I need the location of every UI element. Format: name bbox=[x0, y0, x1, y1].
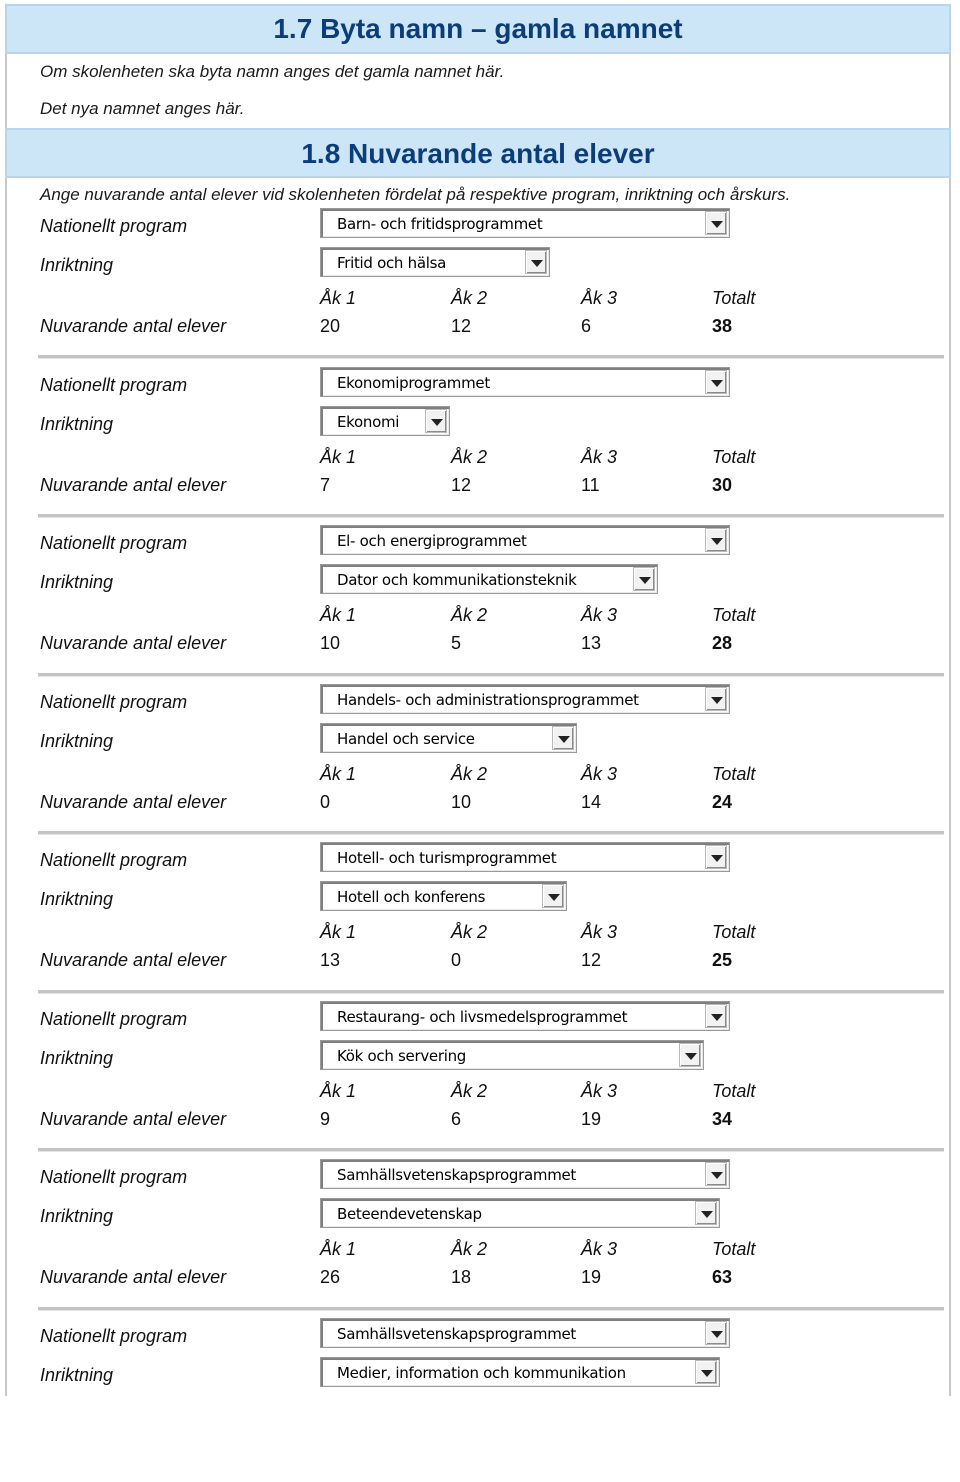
program-select[interactable] bbox=[320, 842, 730, 872]
value-ak1: 7 bbox=[320, 475, 331, 495]
value-ak3: 13 bbox=[581, 633, 602, 653]
inriktning-label: Inriktning bbox=[40, 1365, 114, 1385]
program-select-value: Handels- och administrationsprogrammet bbox=[337, 691, 639, 709]
section-header-1-7 bbox=[5, 4, 951, 54]
column-header-ak1: Åk 1 bbox=[320, 1081, 357, 1101]
chevron-down-icon[interactable] bbox=[633, 567, 655, 591]
inriktning-select-value: Beteendevetenskap bbox=[337, 1205, 482, 1223]
inriktning-select[interactable] bbox=[320, 1040, 704, 1070]
value-ak2: 0 bbox=[451, 950, 462, 970]
program-block bbox=[0, 529, 960, 689]
inriktning-label: Inriktning bbox=[40, 1206, 114, 1226]
program-select[interactable] bbox=[320, 1159, 730, 1189]
inriktning-select[interactable] bbox=[320, 406, 450, 436]
column-header-ak2: Åk 2 bbox=[451, 922, 488, 942]
current-students-label: Nuvarande antal elever bbox=[40, 950, 227, 970]
chevron-down-icon[interactable] bbox=[705, 1162, 727, 1186]
column-header-ak3: Åk 3 bbox=[581, 1081, 618, 1101]
value-ak2: 18 bbox=[451, 1267, 472, 1287]
column-header-total: Totalt bbox=[712, 1081, 756, 1101]
program-label: Nationellt program bbox=[40, 1326, 188, 1346]
block-separator bbox=[38, 355, 944, 359]
inriktning-select[interactable] bbox=[320, 1357, 720, 1387]
chevron-down-icon[interactable] bbox=[705, 211, 727, 235]
inriktning-select[interactable] bbox=[320, 247, 550, 277]
column-header-ak1: Åk 1 bbox=[320, 1239, 357, 1259]
value-ak3: 14 bbox=[581, 792, 602, 812]
program-select[interactable] bbox=[320, 525, 730, 555]
value-ak2: 5 bbox=[451, 633, 462, 653]
inriktning-label: Inriktning bbox=[40, 255, 114, 275]
value-ak3: 11 bbox=[581, 475, 600, 495]
current-students-label: Nuvarande antal elever bbox=[40, 1267, 227, 1287]
current-students-label: Nuvarande antal elever bbox=[40, 475, 227, 495]
program-label: Nationellt program bbox=[40, 850, 188, 870]
program-select[interactable] bbox=[320, 684, 730, 714]
current-students-label: Nuvarande antal elever bbox=[40, 792, 227, 812]
chevron-down-icon[interactable] bbox=[705, 370, 727, 394]
inriktning-label: Inriktning bbox=[40, 731, 114, 751]
value-ak3: 19 bbox=[581, 1109, 602, 1129]
program-select-value: Restaurang- och livsmedelsprogrammet bbox=[337, 1008, 628, 1026]
value-ak2: 6 bbox=[451, 1109, 462, 1129]
chevron-down-icon[interactable] bbox=[679, 1043, 701, 1067]
column-header-ak2: Åk 2 bbox=[451, 1081, 488, 1101]
column-header-ak3: Åk 3 bbox=[581, 605, 618, 625]
program-label: Nationellt program bbox=[40, 1167, 188, 1187]
block-separator bbox=[38, 673, 944, 677]
chevron-down-icon[interactable] bbox=[705, 1004, 727, 1028]
column-header-ak3: Åk 3 bbox=[581, 288, 618, 308]
value-total: 25 bbox=[712, 950, 733, 970]
column-header-total: Totalt bbox=[712, 764, 756, 784]
inriktning-label: Inriktning bbox=[40, 889, 114, 909]
value-ak1: 9 bbox=[320, 1109, 331, 1129]
section-intro: Ange nuvarande antal elever vid skolenheten fördelat på respektive program, inriktning och årskurs. bbox=[40, 185, 791, 204]
section-title-1-7: 1.7 Byta namn – gamla namnet bbox=[273, 13, 683, 44]
column-header-ak2: Åk 2 bbox=[451, 605, 488, 625]
inriktning-label: Inriktning bbox=[40, 572, 114, 592]
value-ak1: 20 bbox=[320, 316, 341, 336]
inriktning-select-value: Fritid och hälsa bbox=[337, 254, 446, 272]
column-header-ak2: Åk 2 bbox=[451, 1239, 488, 1259]
chevron-down-icon[interactable] bbox=[705, 845, 727, 869]
block-separator bbox=[38, 990, 944, 994]
current-students-label: Nuvarande antal elever bbox=[40, 633, 227, 653]
program-label: Nationellt program bbox=[40, 1009, 188, 1029]
program-select[interactable] bbox=[320, 1001, 730, 1031]
inriktning-label: Inriktning bbox=[40, 1048, 114, 1068]
column-header-total: Totalt bbox=[712, 1239, 756, 1259]
program-select-value: Samhällsvetenskapsprogrammet bbox=[337, 1166, 577, 1184]
chevron-down-icon[interactable] bbox=[542, 884, 564, 908]
column-header-ak1: Åk 1 bbox=[320, 922, 357, 942]
column-header-ak1: Åk 1 bbox=[320, 605, 357, 625]
column-header-ak2: Åk 2 bbox=[451, 447, 488, 467]
section-title-1-8: 1.8 Nuvarande antal elever bbox=[301, 138, 655, 169]
chevron-down-icon[interactable] bbox=[552, 726, 574, 750]
column-header-total: Totalt bbox=[712, 288, 756, 308]
old-name-note: Om skolenheten ska byta namn anges det gamla namnet här. bbox=[40, 62, 505, 81]
value-ak2: 10 bbox=[451, 792, 472, 812]
value-total: 38 bbox=[712, 316, 733, 336]
new-name-note: Det nya namnet anges här. bbox=[40, 99, 245, 118]
inriktning-select[interactable] bbox=[320, 1198, 720, 1228]
column-header-ak1: Åk 1 bbox=[320, 288, 357, 308]
inriktning-select-value: Hotell och konferens bbox=[337, 888, 486, 906]
value-ak1: 0 bbox=[320, 792, 331, 812]
block-separator bbox=[38, 1148, 944, 1152]
section-header-1-8 bbox=[5, 128, 951, 178]
program-label: Nationellt program bbox=[40, 216, 188, 236]
column-header-ak2: Åk 2 bbox=[451, 764, 488, 784]
program-label: Nationellt program bbox=[40, 692, 188, 712]
program-select-value: Barn- och fritidsprogrammet bbox=[337, 215, 543, 233]
inriktning-select[interactable] bbox=[320, 881, 567, 911]
inriktning-select[interactable] bbox=[320, 723, 577, 753]
column-header-total: Totalt bbox=[712, 605, 756, 625]
inriktning-select-value: Ekonomi bbox=[337, 413, 400, 431]
value-ak3: 12 bbox=[581, 950, 602, 970]
chevron-down-icon[interactable] bbox=[425, 409, 447, 433]
program-block bbox=[0, 688, 960, 848]
value-total: 63 bbox=[712, 1267, 733, 1287]
program-select[interactable] bbox=[320, 367, 730, 397]
value-ak2: 12 bbox=[451, 316, 472, 336]
block-separator bbox=[38, 514, 944, 518]
column-header-total: Totalt bbox=[712, 447, 756, 467]
value-total: 24 bbox=[712, 792, 733, 812]
column-header-total: Totalt bbox=[712, 922, 756, 942]
column-header-ak1: Åk 1 bbox=[320, 447, 357, 467]
chevron-down-icon[interactable] bbox=[695, 1201, 717, 1225]
value-total: 28 bbox=[712, 633, 733, 653]
chevron-down-icon[interactable] bbox=[705, 528, 727, 552]
inriktning-select-value: Medier, information och kommunikation bbox=[337, 1364, 626, 1382]
value-ak3: 19 bbox=[581, 1267, 602, 1287]
inriktning-select-value: Handel och service bbox=[337, 730, 475, 748]
value-ak1: 13 bbox=[320, 950, 341, 970]
current-students-label: Nuvarande antal elever bbox=[40, 1109, 227, 1129]
chevron-down-icon[interactable] bbox=[705, 1321, 727, 1345]
inriktning-select[interactable] bbox=[320, 564, 658, 594]
block-separator bbox=[38, 1307, 944, 1311]
value-total: 30 bbox=[712, 475, 733, 495]
program-select[interactable] bbox=[320, 208, 730, 238]
value-ak3: 6 bbox=[581, 316, 592, 336]
column-header-ak3: Åk 3 bbox=[581, 1239, 618, 1259]
program-block bbox=[0, 1322, 960, 1482]
program-select-value: Samhällsvetenskapsprogrammet bbox=[337, 1325, 577, 1343]
program-block bbox=[0, 1005, 960, 1165]
inriktning-select-value: Dator och kommunikationsteknik bbox=[337, 571, 577, 589]
column-header-ak3: Åk 3 bbox=[581, 922, 618, 942]
program-select[interactable] bbox=[320, 1318, 730, 1348]
program-label: Nationellt program bbox=[40, 533, 188, 553]
value-ak1: 10 bbox=[320, 633, 341, 653]
program-label: Nationellt program bbox=[40, 375, 188, 395]
program-select-value: Hotell- och turismprogrammet bbox=[337, 849, 557, 867]
current-students-label: Nuvarande antal elever bbox=[40, 316, 227, 336]
value-ak2: 12 bbox=[451, 475, 472, 495]
column-header-ak3: Åk 3 bbox=[581, 764, 618, 784]
value-ak1: 26 bbox=[320, 1267, 341, 1287]
program-block bbox=[0, 371, 960, 531]
program-block bbox=[0, 846, 960, 1006]
column-header-ak2: Åk 2 bbox=[451, 288, 488, 308]
value-total: 34 bbox=[712, 1109, 733, 1129]
chevron-down-icon[interactable] bbox=[695, 1360, 717, 1384]
column-header-ak3: Åk 3 bbox=[581, 447, 618, 467]
inriktning-select-value: Kök och servering bbox=[337, 1047, 466, 1065]
program-select-value: Ekonomiprogrammet bbox=[337, 374, 490, 392]
program-block bbox=[0, 212, 960, 372]
inriktning-label: Inriktning bbox=[40, 414, 114, 434]
program-block bbox=[0, 1163, 960, 1323]
program-select-value: El- och energiprogrammet bbox=[337, 532, 527, 550]
block-separator bbox=[38, 831, 944, 835]
column-header-ak1: Åk 1 bbox=[320, 764, 357, 784]
chevron-down-icon[interactable] bbox=[525, 250, 547, 274]
chevron-down-icon[interactable] bbox=[705, 687, 727, 711]
